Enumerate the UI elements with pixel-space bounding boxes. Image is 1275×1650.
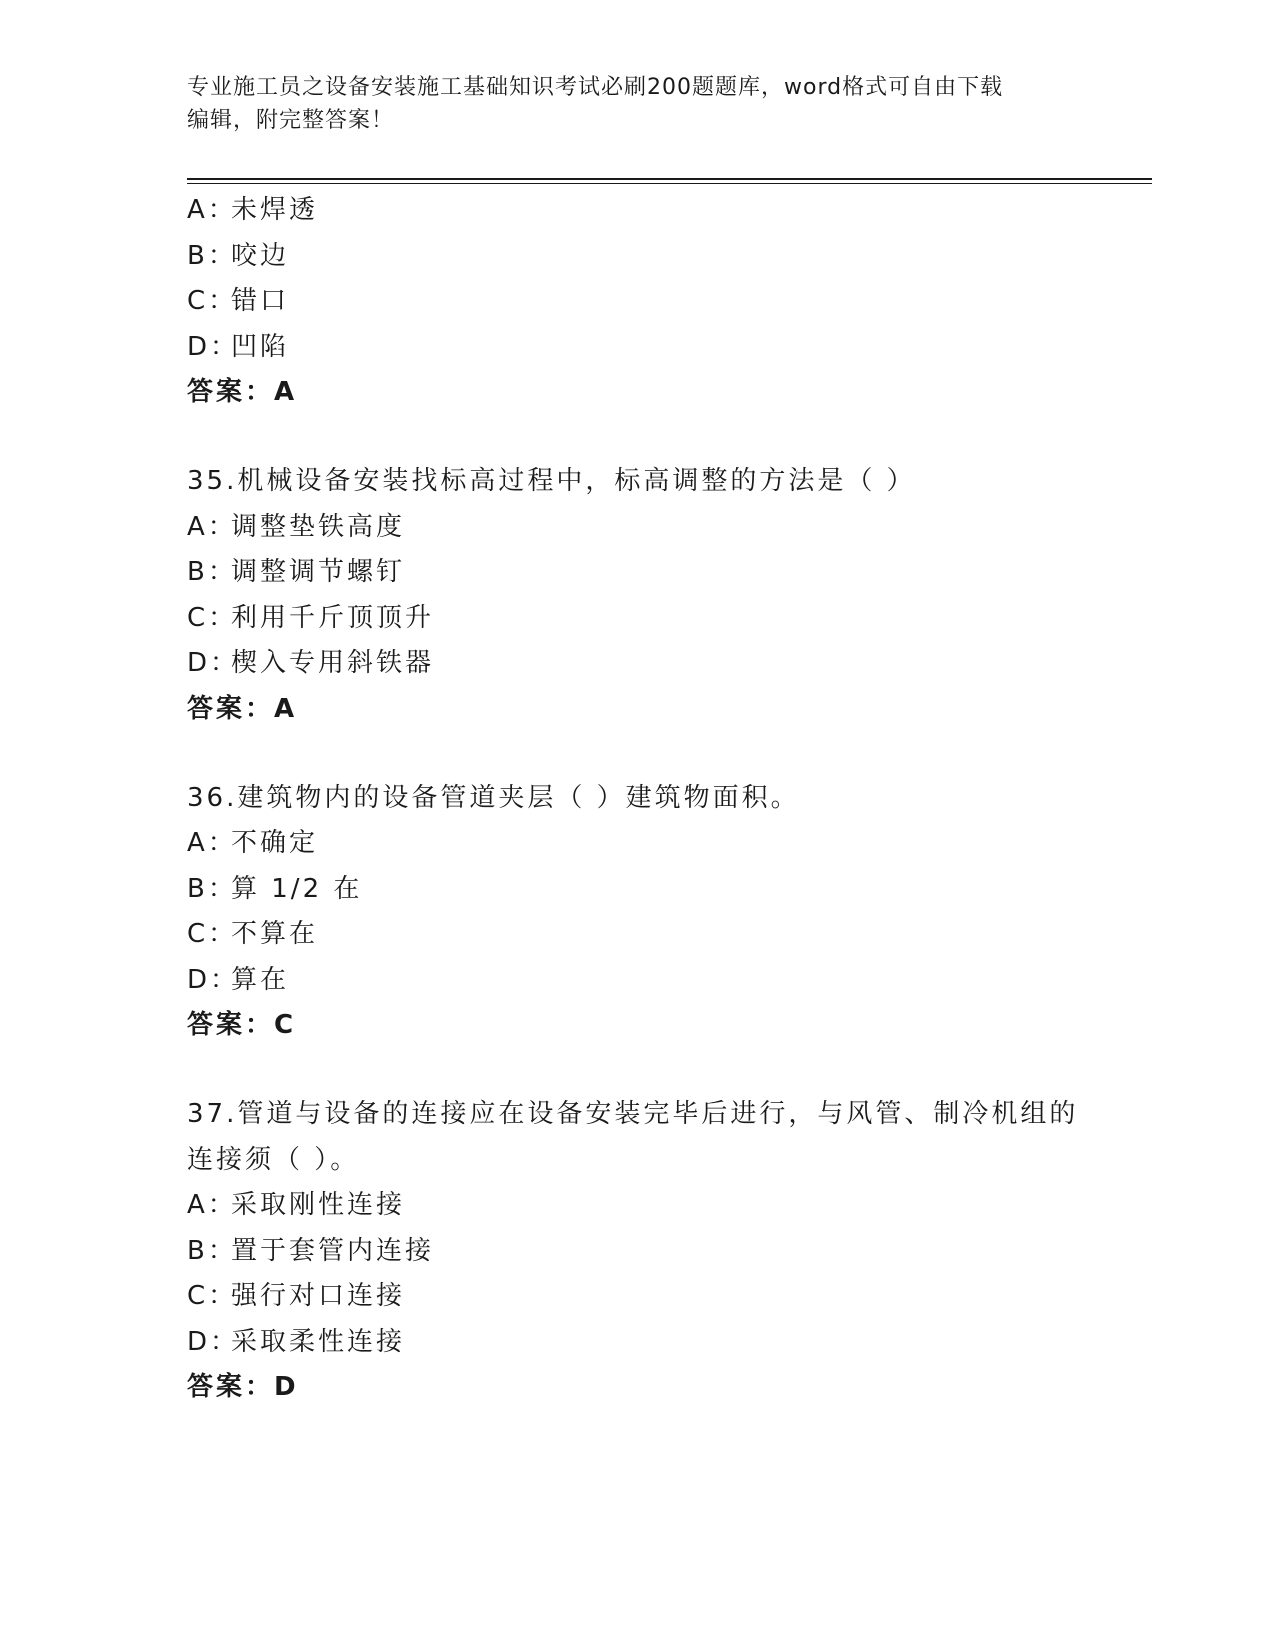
- spacer: [187, 1049, 1152, 1093]
- question-stem: 35.机械设备安装找标高过程中，标高调整的方法是（ ）: [187, 466, 916, 496]
- option-c: [187, 912, 1152, 958]
- option-b: [187, 867, 1152, 913]
- option-text: 楔入专用斜铁器: [231, 648, 435, 678]
- option-d: [187, 1320, 1152, 1366]
- option-d: [187, 641, 1152, 687]
- option-letter: D：: [187, 1326, 240, 1357]
- option-a: [187, 505, 1152, 551]
- option-text: 置于套管内连接: [231, 1235, 435, 1266]
- option-b: [187, 550, 1152, 596]
- option-letter: C：: [187, 286, 238, 316]
- question-stem-continued: 连接须（ ）。: [187, 1144, 360, 1175]
- header-rule-thick: [187, 178, 1152, 180]
- option-a: [187, 1183, 1152, 1229]
- question-block-35: [187, 459, 1152, 732]
- option-a: [187, 188, 1152, 234]
- option-text: 算在: [231, 964, 290, 995]
- answer-line: 答案：A: [187, 377, 298, 407]
- spacer: [187, 732, 1152, 776]
- document-header: [187, 71, 1087, 137]
- option-c: [187, 596, 1152, 642]
- header-rule-thin: [187, 183, 1152, 184]
- option-letter: D：: [187, 331, 240, 362]
- question-block-36: [187, 776, 1152, 1049]
- header-line-1: 专业施工员之设备安装施工基础知识考试必刷200题题库，word格式可自由下载: [187, 75, 1004, 100]
- option-text: 调整垫铁高度: [231, 511, 406, 542]
- option-c: [187, 279, 1152, 325]
- option-d: [187, 958, 1152, 1004]
- answer-line: 答案：C: [187, 1010, 297, 1040]
- option-letter: A：: [187, 195, 237, 225]
- option-letter: B：: [187, 557, 237, 587]
- option-text: 凹陷: [231, 331, 290, 362]
- option-text: 算 1/2 在: [231, 873, 363, 904]
- option-text: 强行对口连接: [231, 1281, 406, 1311]
- option-letter: C：: [187, 919, 238, 949]
- option-text: 错口: [231, 286, 290, 316]
- option-letter: B：: [187, 873, 237, 904]
- option-a: [187, 821, 1152, 867]
- answer-line: 答案：D: [187, 1372, 299, 1402]
- option-letter: D：: [187, 648, 240, 678]
- option-d: [187, 325, 1152, 371]
- option-b: [187, 1229, 1152, 1275]
- option-c: [187, 1274, 1152, 1320]
- option-letter: D：: [187, 964, 240, 995]
- option-text: 利用千斤顶顶升: [231, 602, 435, 633]
- option-letter: A：: [187, 511, 237, 542]
- option-text: 调整调节螺钉: [231, 557, 406, 587]
- option-b: [187, 234, 1152, 280]
- question-list: [187, 188, 1152, 1411]
- option-letter: B：: [187, 1235, 237, 1266]
- option-letter: C：: [187, 602, 238, 633]
- option-text: 采取柔性连接: [231, 1326, 406, 1357]
- option-text: 咬边: [231, 240, 290, 271]
- option-letter: A：: [187, 828, 237, 858]
- question-stem: 37.管道与设备的连接应在设备安装完毕后进行，与风管、制冷机组的: [187, 1099, 1079, 1129]
- question-block-prev: [187, 188, 1152, 416]
- option-text: 不算在: [231, 919, 319, 949]
- answer-line: 答案：A: [187, 693, 298, 724]
- option-text: 未焊透: [231, 195, 319, 225]
- option-text: 不确定: [231, 828, 319, 858]
- question-block-37: [187, 1092, 1152, 1411]
- option-letter: B：: [187, 240, 237, 271]
- option-letter: A：: [187, 1190, 237, 1220]
- option-letter: C：: [187, 1281, 238, 1311]
- option-text: 采取刚性连接: [231, 1190, 406, 1220]
- question-stem: 36.建筑物内的设备管道夹层（ ）建筑物面积。: [187, 782, 800, 813]
- spacer: [187, 416, 1152, 460]
- header-line-2: 编辑，附完整答案！: [187, 108, 395, 133]
